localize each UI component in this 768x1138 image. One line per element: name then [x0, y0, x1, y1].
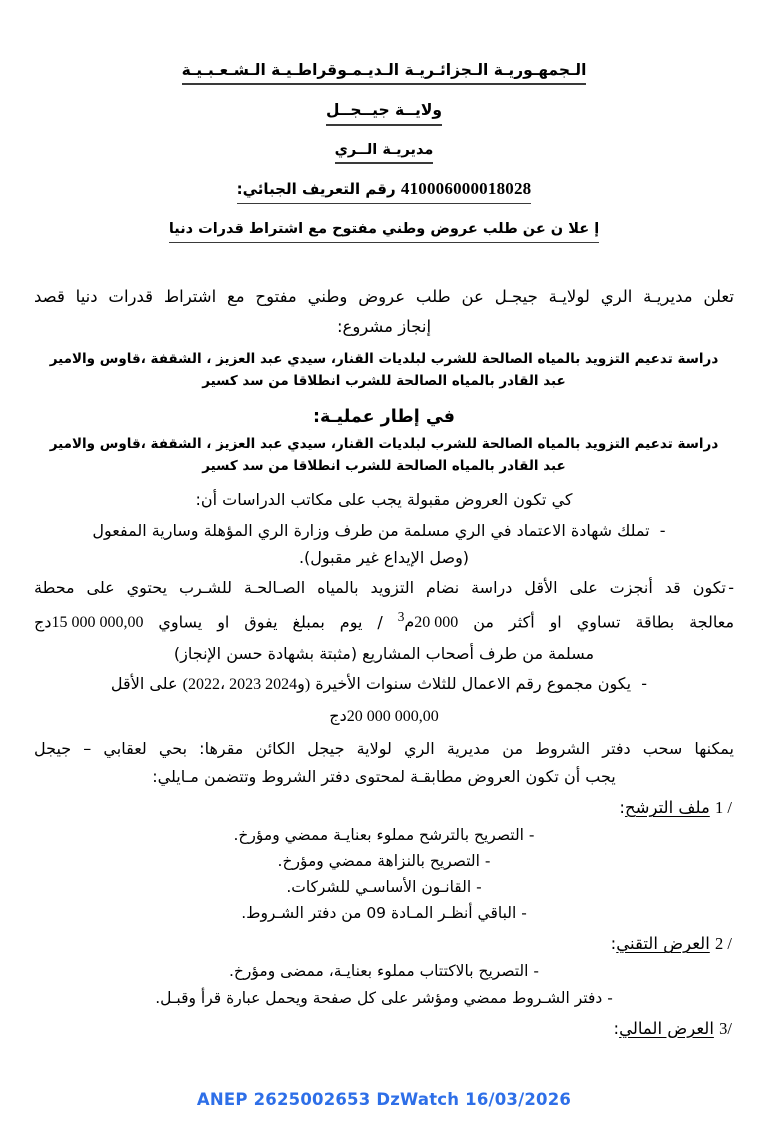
capacity-amount-currency: دج: [34, 612, 52, 632]
section-title: العرض المالي: [619, 1018, 714, 1038]
intro-second-text: إنجاز مشروع:: [336, 316, 432, 336]
capacity-per-day: / يوم: [339, 612, 383, 632]
acceptance-intro: كي تكون العروض مقبولة يجب على مكاتب الدراسات أن:: [195, 489, 573, 509]
requirement-text: تملك شهادة الاعتماد في الري مسلمة من طرف وزارة الري المؤهلة وسارية المفعول: [92, 521, 650, 541]
section-financial-offer: [34, 1015, 734, 1043]
requirement-dash: -: [641, 674, 647, 694]
section-list-item: - الباقي أنظـر المـادة 09 من دفتر الشـروط.: [241, 904, 527, 923]
section-number: 2 /: [715, 934, 732, 954]
requirement-item-1: [34, 518, 734, 571]
requirements-list: [34, 518, 734, 730]
section-list-item: - التصريح بالنزاهة ممضي ومؤرخ.: [277, 852, 491, 871]
intro-paragraph: [34, 283, 734, 342]
requirement-item-2: [34, 575, 734, 602]
section-list-item: - التصريح بالترشح مملوء بعنايـة ممضي ومؤرخ.: [233, 826, 535, 845]
requirement-continuation: (وصل الإيداع غير مقبول).: [298, 547, 470, 567]
turnover-text-prefix: يكون مجموع رقم الاعمال للثلاث سنوات الأخيرة: [315, 674, 632, 694]
requirement-text-c: مسلمة من طرف أصحاب المشاريع (مثبتة بشهادة حسن الإنجاز): [173, 643, 595, 663]
turnover-amount: [34, 703, 734, 731]
republic-heading-text: الـجمهـوريـة الـجزائـريـة الـديـمـوقراطـيـة الـشـعـبـيـة: [182, 59, 587, 85]
requirement-dash: -: [728, 578, 734, 598]
section-list-item: - القانـون الأساسـي للشركات.: [286, 878, 482, 897]
section-colon: :: [619, 798, 625, 818]
capacity-text-prefix: معالجة بطاقة تساوي او أكثر من: [473, 612, 735, 632]
capacity-unit-label: م: [404, 612, 415, 632]
project-title: [34, 349, 734, 393]
section-number: 3/: [719, 1018, 732, 1038]
turnover-text-suffix: على الأقل: [110, 674, 178, 694]
section-list-item: - دفتر الشـروط ممضي ومؤشر على كل صفحة ويحمل عبارة قرأ وقبـل.: [155, 988, 613, 1007]
section-items-list: [34, 958, 734, 1010]
directorate-heading: [34, 137, 734, 165]
wilaya-heading-text: ولايــة جيــجــل: [326, 99, 442, 125]
section-title: العرض التقني: [616, 934, 710, 954]
turnover-amount-currency: دج: [329, 705, 347, 725]
republic-heading: [34, 58, 734, 85]
requirement-item-3-amount: [34, 703, 734, 731]
requirement-dash: -: [659, 521, 666, 541]
capacity-amount-mid: بمبلغ يفوق او يساوي: [158, 612, 325, 632]
framework-line2: عبد القادر بالمياه الصالحة للشرب انطلاقا من سد كسير: [202, 457, 566, 474]
document-header: [34, 58, 734, 243]
announcement-title-text: إ علا ن عن طلب عروض وطني مفتوح مع اشتراط قدرات دنيا: [169, 219, 599, 243]
requirement-item-2-capacity: [34, 606, 734, 637]
footer: [0, 1060, 768, 1138]
section-heading: [34, 794, 734, 822]
section-colon: :: [610, 934, 617, 954]
capacity-value: 20 000: [414, 614, 459, 632]
conformity-statement: يجب أن تكون العروض مطابقـة لمحتوى دفتر الشروط وتتضمن مـايلي:: [152, 767, 616, 787]
capacity-unit: [397, 608, 415, 632]
section-heading: [34, 930, 734, 958]
capacity-exponent: 3: [397, 608, 405, 624]
tax-id-line: [34, 176, 734, 204]
section-list-item: - التصريح بالاكتتاب مملوء بعنايـة، ممضى ومؤرخ.: [229, 962, 539, 981]
withdrawal-address: يمكنها سحب دفتر الشروط من مديرية الري لولاية جيجل الكائن مقرها: بحي لعقابي – جيجل: [34, 739, 734, 759]
anep-reference: ANEP 2625002653 DzWatch 16/03/2026: [196, 1089, 572, 1109]
tax-id-content: [237, 176, 532, 204]
requirement-item-3: [34, 671, 734, 699]
turnover-years: (2022، 2023 و2024): [182, 676, 311, 694]
announcement-title: [34, 216, 734, 243]
section-items-list: [34, 822, 734, 926]
section-number: 1 /: [715, 798, 732, 818]
project-title-line2: عبد القادر بالمياه الصالحة للشرب انطلاقا من سد كسير: [202, 373, 566, 390]
section-candidature: [34, 794, 734, 926]
section-title: ملف الترشح: [624, 798, 710, 818]
framework-project-title: [34, 434, 734, 478]
turnover-amount-value: 20 000 000,00: [346, 707, 439, 725]
requirement-item-2-attestation: [34, 641, 734, 668]
tax-id-label: رقم التعريف الجبائي:: [236, 180, 396, 199]
section-technical-offer: [34, 930, 734, 1010]
framework-heading: في إطار عمليـة:: [312, 406, 456, 427]
project-title-line1: دراسة تدعيم التزويد بالمياه الصالحة للشرب لبلديات القنار، سيدي عبد العزيز ، الشقفة ،قاوس والامير: [49, 351, 719, 368]
tax-id-value: 410006000018028: [400, 179, 532, 199]
framework-line1: دراسة تدعيم التزويد بالمياه الصالحة للشرب لبلديات القنار، سيدي عبد العزيز ، الشقفة ،قاوس والامير: [49, 435, 719, 452]
section-colon: :: [613, 1018, 620, 1038]
wilaya-heading: [34, 98, 734, 125]
capacity-amount-value: 15 000 000,00: [51, 614, 144, 632]
directorate-heading-text: مديريـة الــري: [335, 140, 434, 165]
section-heading: [34, 1015, 734, 1043]
requirement-text-a: تكون قد أنجزت على الأقل دراسة نضام التزويد بالمياه الصـالحـة للشـرب يحتوي على محطة: [34, 578, 726, 598]
intro-lead-text: تعلن مديريـة الري لولايـة جيجـل عن طلب عروض وطني مفتوح مع اشتراط قدرات دنيا قصد: [34, 286, 734, 306]
